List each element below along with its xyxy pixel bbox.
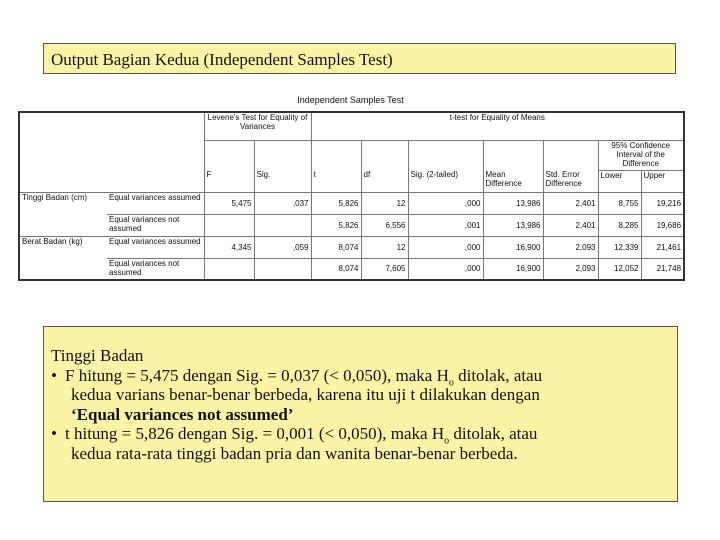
col-df: df bbox=[361, 170, 408, 192]
col-std-error-difference: Std. Error Difference bbox=[543, 170, 598, 192]
cell-upper: 21,461 bbox=[641, 236, 684, 258]
cell-t: 5,826 bbox=[311, 214, 361, 236]
bullet-2-subscript: o bbox=[444, 435, 450, 447]
bullet-1-line-2: kedua varians benar-benar berbeda, karena itu uji t dilakukan dengan bbox=[71, 385, 540, 404]
cell-t: 8,074 bbox=[311, 236, 361, 258]
header-row-3 bbox=[19, 170, 684, 192]
group-label: Berat Badan (kg) bbox=[19, 236, 107, 258]
cell-mean-difference: 16,900 bbox=[483, 258, 543, 280]
independent-samples-test-table bbox=[18, 94, 683, 284]
col-sig: Sig. bbox=[254, 170, 311, 192]
group-label bbox=[19, 214, 107, 236]
col-lower: Lower bbox=[598, 170, 641, 192]
cell-upper: 21,748 bbox=[641, 258, 684, 280]
bullet-2-text-b: ditolak, atau bbox=[449, 424, 538, 443]
assumption-label: Equal variances assumed bbox=[107, 236, 204, 258]
cell-std-error-difference: 2,401 bbox=[543, 214, 598, 236]
cell-std-error-difference: 2,401 bbox=[543, 192, 598, 214]
cell-std-error-difference: 2,093 bbox=[543, 258, 598, 280]
cell-sig: ,037 bbox=[254, 192, 311, 214]
bullet-1 bbox=[51, 366, 669, 386]
cell-std-error-difference: 2,093 bbox=[543, 236, 598, 258]
cell-sig-2-tailed: ,000 bbox=[408, 258, 483, 280]
cell-sig-2-tailed: ,000 bbox=[408, 236, 483, 258]
cell-f: 4,345 bbox=[204, 236, 254, 258]
assumption-label: Equal variances not assumed bbox=[107, 214, 204, 236]
ttest-header: t-test for Equality of Means bbox=[311, 112, 684, 140]
cell-sig-2-tailed: ,000 bbox=[408, 192, 483, 214]
equal-variances-not-assumed-emphasis: ‘Equal variances not assumed’ bbox=[71, 404, 294, 424]
table-caption: Independent Samples Test bbox=[297, 95, 404, 105]
assumption-label: Equal variances not assumed bbox=[107, 258, 204, 280]
cell-df: 12 bbox=[361, 236, 408, 258]
col-upper: Upper bbox=[641, 170, 684, 192]
bullet-2-line-2: kedua rata-rata tinggi badan pria dan wanita benar-benar berbeda. bbox=[71, 443, 518, 463]
cell-t: 8,074 bbox=[311, 258, 361, 280]
cell-upper: 19,216 bbox=[641, 192, 684, 214]
spss-table bbox=[18, 111, 685, 281]
cell-lower: 8,755 bbox=[598, 192, 641, 214]
cell-upper: 19,686 bbox=[641, 214, 684, 236]
ci-header: 95% Confidence Interval of the Difference bbox=[598, 140, 684, 170]
cell-mean-difference: 16,900 bbox=[483, 236, 543, 258]
table-row bbox=[19, 192, 684, 214]
header-row-1 bbox=[19, 112, 684, 140]
explanation-heading: Tinggi Badan bbox=[51, 346, 144, 365]
cell-df: 12 bbox=[361, 192, 408, 214]
bullet-marker: • bbox=[51, 424, 57, 443]
cell-df: 7,605 bbox=[361, 258, 408, 280]
group-label bbox=[19, 258, 107, 280]
col-t: t bbox=[311, 170, 361, 192]
bullet-1-line-3 bbox=[51, 405, 669, 425]
cell-mean-difference: 13,986 bbox=[483, 192, 543, 214]
cell-lower: 12,339 bbox=[598, 236, 641, 258]
cell-lower: 8,285 bbox=[598, 214, 641, 236]
col-f: F bbox=[204, 170, 254, 192]
col-mean-difference: Mean Difference bbox=[483, 170, 543, 192]
bullet-marker: • bbox=[51, 365, 57, 385]
levene-header: Levene's Test for Equality of Variances bbox=[204, 112, 311, 140]
bullet-1-text-a: F hitung = 5,475 dengan Sig. = 0,037 (< 0,050), maka H bbox=[65, 365, 449, 385]
assumption-label: Equal variances assumed bbox=[107, 192, 204, 214]
bullet-2 bbox=[51, 424, 669, 447]
cell-sig: ,059 bbox=[254, 236, 311, 258]
bullet-2-text-a: t hitung = 5,826 dengan Sig. = 0,001 (< 0,050), maka H bbox=[65, 424, 445, 443]
page-title: Output Bagian Kedua (Independent Samples Test) bbox=[43, 43, 676, 74]
col-sig-2-tailed: Sig. (2-tailed) bbox=[408, 170, 483, 192]
bullet-1-text-b: ditolak, atau bbox=[453, 365, 543, 385]
cell-f bbox=[204, 258, 254, 280]
group-label: Tinggi Badan (cm) bbox=[19, 192, 107, 214]
cell-sig bbox=[254, 214, 311, 236]
table-row bbox=[19, 258, 684, 280]
header-row-2 bbox=[19, 140, 684, 170]
cell-lower: 12,052 bbox=[598, 258, 641, 280]
cell-mean-difference: 13,986 bbox=[483, 214, 543, 236]
table-row bbox=[19, 214, 684, 236]
cell-f bbox=[204, 214, 254, 236]
explanation-box bbox=[43, 326, 678, 502]
cell-t: 5,826 bbox=[311, 192, 361, 214]
table-row bbox=[19, 236, 684, 258]
cell-f: 5,475 bbox=[204, 192, 254, 214]
bullet-1-subscript: o bbox=[448, 376, 454, 388]
cell-sig-2-tailed: ,001 bbox=[408, 214, 483, 236]
cell-sig bbox=[254, 258, 311, 280]
cell-df: 6,556 bbox=[361, 214, 408, 236]
